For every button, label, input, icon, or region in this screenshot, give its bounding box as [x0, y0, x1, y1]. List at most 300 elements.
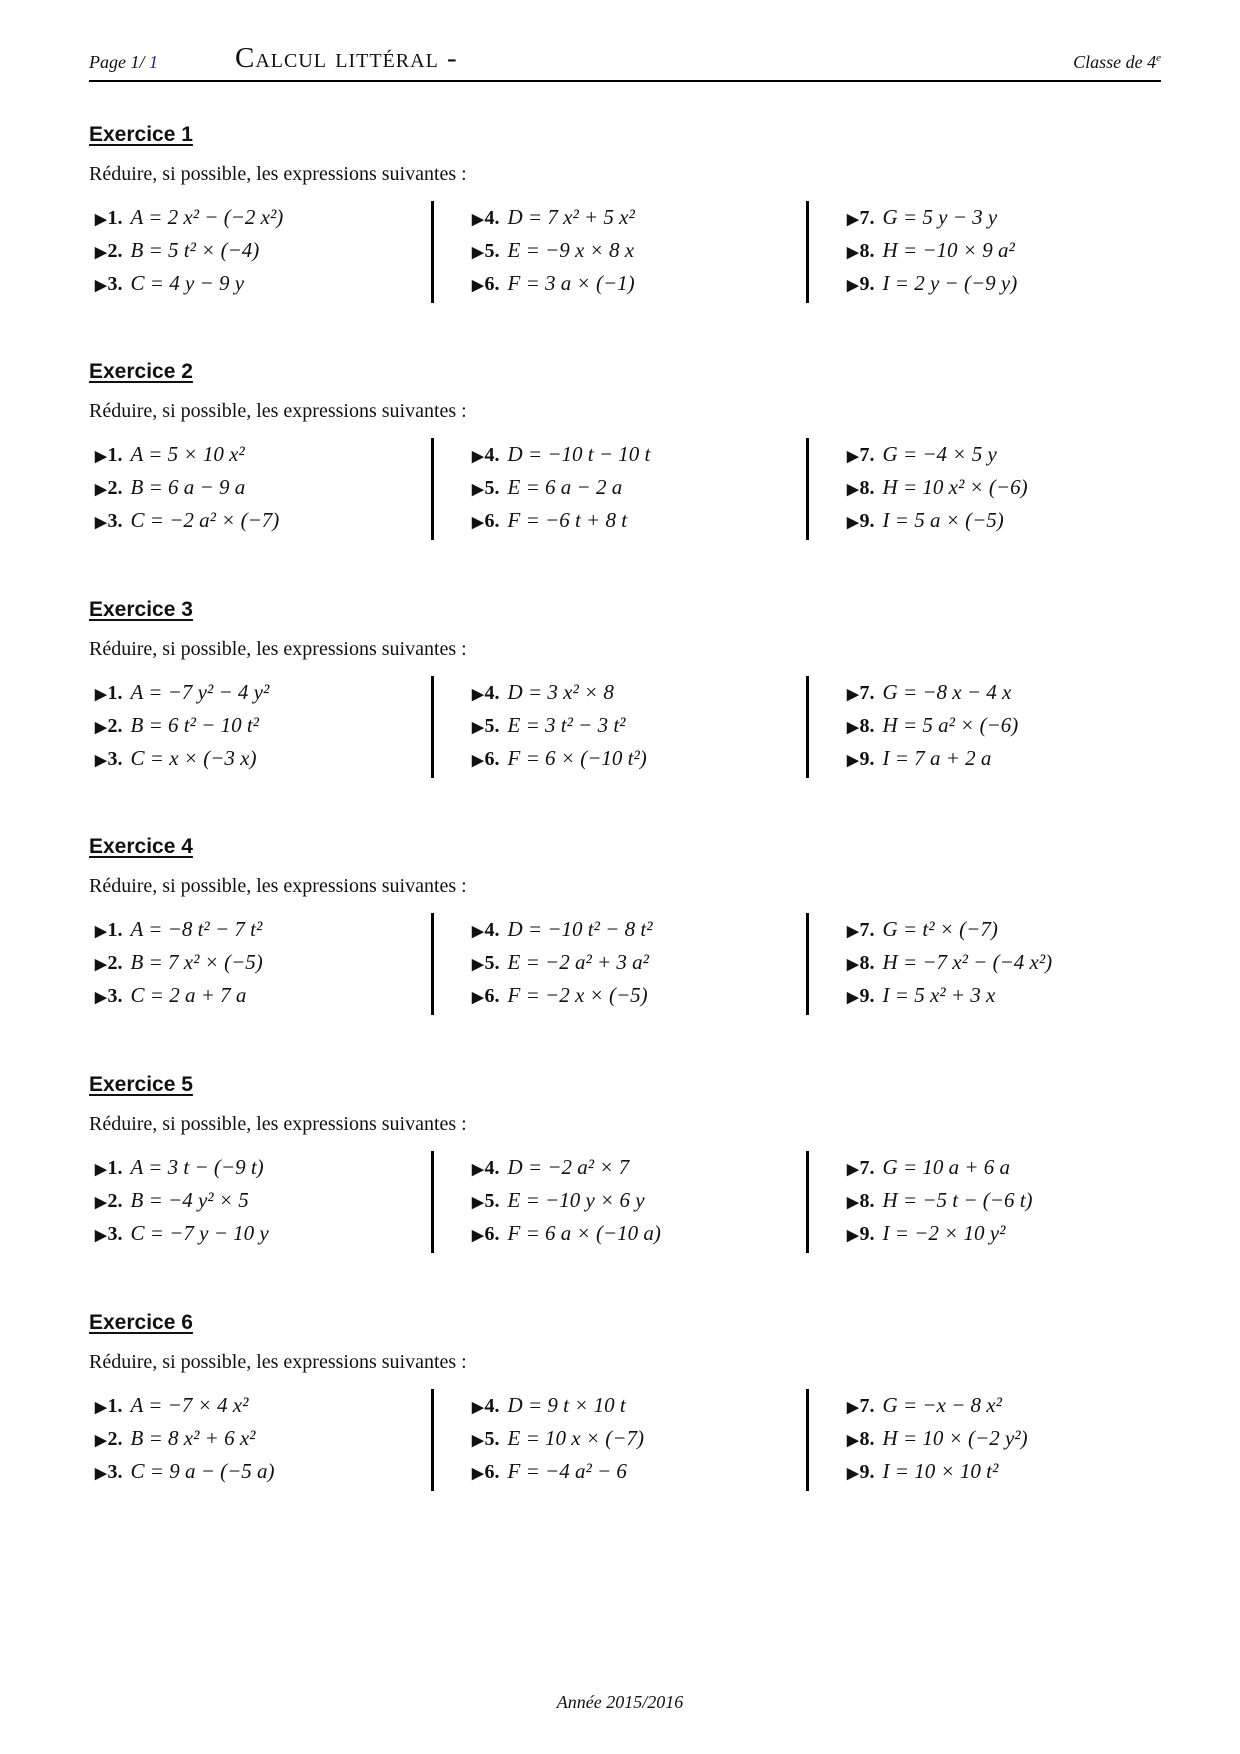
item-number: [95, 919, 123, 941]
math-expression: H = −5 t − (−6 t): [882, 1188, 1033, 1212]
item-index: 7.: [859, 207, 875, 229]
exercise-6: [89, 1311, 1161, 1531]
expression-item: [472, 201, 635, 234]
math-expression: F = −6 t + 8 t: [507, 508, 628, 532]
triangle-bullet-icon: ▶: [95, 278, 107, 294]
exercise-instruction: Réduire, si possible, les expressions suivantes :: [89, 400, 467, 422]
expression-item: [847, 1184, 1033, 1217]
item-index: 1.: [107, 444, 123, 466]
exercise-4: [89, 835, 1161, 1055]
math-expression: E = −9 x × 8 x: [507, 238, 635, 262]
item-index: 3.: [107, 748, 123, 770]
triangle-bullet-icon: ▶: [847, 482, 859, 498]
item-index: 3.: [107, 510, 123, 532]
exercise-title: Exercice 1: [89, 123, 193, 146]
item-number: [847, 952, 875, 974]
item-number: [472, 682, 500, 704]
triangle-bullet-icon: ▶: [95, 753, 107, 769]
triangle-bullet-icon: ▶: [472, 1162, 484, 1178]
item-number: [472, 240, 500, 262]
triangle-bullet-icon: ▶: [472, 1228, 484, 1244]
triangle-bullet-icon: ▶: [847, 449, 859, 465]
item-index: 2.: [107, 477, 123, 499]
item-number: [472, 919, 500, 941]
column-divider: [806, 438, 809, 540]
item-index: 1.: [107, 1157, 123, 1179]
expression-column: [847, 1151, 1033, 1253]
math-expression: D = −10 t² − 8 t²: [507, 917, 653, 941]
item-number: [847, 1223, 875, 1245]
item-index: 9.: [859, 748, 875, 770]
item-index: 4.: [484, 682, 500, 704]
item-index: 7.: [859, 919, 875, 941]
item-index: 2.: [107, 240, 123, 262]
math-expression: H = −10 × 9 a²: [882, 238, 1015, 262]
expression-item: [847, 676, 1018, 709]
expression-grid: [89, 1151, 1161, 1253]
expression-item: [95, 267, 283, 300]
math-expression: C = 4 y − 9 y: [130, 271, 245, 295]
math-expression: I = 5 a × (−5): [882, 508, 1004, 532]
item-number: [847, 510, 875, 532]
exercise-title: Exercice 4: [89, 835, 193, 858]
triangle-bullet-icon: ▶: [847, 687, 859, 703]
triangle-bullet-icon: ▶: [95, 720, 107, 736]
expression-column: [472, 913, 653, 1015]
math-expression: D = 9 t × 10 t: [507, 1393, 626, 1417]
item-number: [95, 1157, 123, 1179]
math-expression: G = 10 a + 6 a: [882, 1155, 1011, 1179]
item-index: 9.: [859, 985, 875, 1007]
triangle-bullet-icon: ▶: [847, 957, 859, 973]
expression-item: [472, 676, 647, 709]
column-divider: [431, 438, 434, 540]
triangle-bullet-icon: ▶: [95, 1162, 107, 1178]
expression-item: [95, 1455, 275, 1488]
expression-grid: [89, 913, 1161, 1015]
math-expression: G = 5 y − 3 y: [882, 205, 998, 229]
exercise-2: [89, 360, 1161, 580]
item-index: 5.: [484, 477, 500, 499]
expression-item: [472, 1422, 644, 1455]
math-expression: D = −10 t − 10 t: [507, 442, 651, 466]
triangle-bullet-icon: ▶: [472, 212, 484, 228]
item-number: [95, 682, 123, 704]
item-index: 3.: [107, 1461, 123, 1483]
triangle-bullet-icon: ▶: [95, 212, 107, 228]
math-expression: B = 6 t² − 10 t²: [130, 713, 259, 737]
triangle-bullet-icon: ▶: [847, 278, 859, 294]
item-number: [472, 1428, 500, 1450]
item-number: [472, 1395, 500, 1417]
triangle-bullet-icon: ▶: [847, 1228, 859, 1244]
item-number: [95, 510, 123, 532]
item-number: [95, 1428, 123, 1450]
triangle-bullet-icon: ▶: [472, 449, 484, 465]
item-index: 6.: [484, 748, 500, 770]
expression-item: [95, 1422, 275, 1455]
item-index: 5.: [484, 1190, 500, 1212]
triangle-bullet-icon: ▶: [847, 924, 859, 940]
expression-item: [95, 1389, 275, 1422]
expression-column: [847, 676, 1018, 778]
expression-column: [847, 1389, 1028, 1491]
expression-item: [95, 979, 263, 1012]
item-index: 1.: [107, 207, 123, 229]
math-expression: A = 3 t − (−9 t): [130, 1155, 264, 1179]
item-index: 1.: [107, 919, 123, 941]
item-number: [847, 240, 875, 262]
triangle-bullet-icon: ▶: [847, 245, 859, 261]
column-divider: [431, 1151, 434, 1253]
expression-column: [95, 676, 269, 778]
item-number: [847, 919, 875, 941]
item-index: 3.: [107, 985, 123, 1007]
item-number: [95, 273, 123, 295]
expression-column: [472, 676, 647, 778]
item-index: 4.: [484, 919, 500, 941]
expression-item: [847, 1389, 1028, 1422]
item-number: [847, 1395, 875, 1417]
triangle-bullet-icon: ▶: [472, 687, 484, 703]
math-expression: C = x × (−3 x): [130, 746, 257, 770]
exercise-title: Exercice 5: [89, 1073, 193, 1096]
column-divider: [431, 676, 434, 778]
item-number: [847, 1428, 875, 1450]
expression-item: [95, 709, 269, 742]
document-title: Calcul littéral -: [235, 42, 458, 74]
math-expression: B = 5 t² × (−4): [130, 238, 260, 262]
math-expression: I = 5 x² + 3 x: [882, 983, 996, 1007]
triangle-bullet-icon: ▶: [95, 1195, 107, 1211]
triangle-bullet-icon: ▶: [847, 720, 859, 736]
item-number: [95, 1395, 123, 1417]
item-index: 5.: [484, 952, 500, 974]
item-index: 5.: [484, 240, 500, 262]
item-index: 6.: [484, 510, 500, 532]
math-expression: B = 6 a − 9 a: [130, 475, 246, 499]
expression-item: [472, 438, 650, 471]
item-number: [847, 477, 875, 499]
expression-grid: [89, 676, 1161, 778]
item-number: [472, 1461, 500, 1483]
expression-item: [472, 709, 647, 742]
item-number: [95, 748, 123, 770]
math-expression: C = 2 a + 7 a: [130, 983, 247, 1007]
column-divider: [806, 1151, 809, 1253]
math-expression: D = 7 x² + 5 x²: [507, 205, 635, 229]
item-number: [95, 1190, 123, 1212]
expression-item: [95, 946, 263, 979]
item-number: [95, 1461, 123, 1483]
expression-item: [95, 1217, 269, 1250]
page-indicator: [89, 52, 158, 73]
item-index: 1.: [107, 1395, 123, 1417]
expression-item: [95, 913, 263, 946]
math-expression: F = −2 x × (−5): [507, 983, 648, 1007]
triangle-bullet-icon: ▶: [472, 1195, 484, 1211]
expression-item: [847, 267, 1017, 300]
math-expression: G = −x − 8 x²: [882, 1393, 1002, 1417]
expression-item: [95, 234, 283, 267]
math-expression: F = −4 a² − 6: [507, 1459, 627, 1483]
item-index: 8.: [859, 1190, 875, 1212]
expression-item: [847, 438, 1028, 471]
item-number: [847, 444, 875, 466]
expression-item: [472, 267, 635, 300]
column-divider: [806, 201, 809, 303]
math-expression: H = 10 x² × (−6): [882, 475, 1028, 499]
item-number: [847, 1157, 875, 1179]
item-index: 2.: [107, 952, 123, 974]
item-number: [472, 985, 500, 1007]
item-index: 2.: [107, 1190, 123, 1212]
item-index: 4.: [484, 1395, 500, 1417]
expression-item: [847, 1455, 1028, 1488]
item-number: [847, 1190, 875, 1212]
math-expression: C = 9 a − (−5 a): [130, 1459, 275, 1483]
expression-item: [847, 1151, 1033, 1184]
item-index: 9.: [859, 273, 875, 295]
triangle-bullet-icon: ▶: [95, 449, 107, 465]
math-expression: E = 6 a − 2 a: [507, 475, 623, 499]
triangle-bullet-icon: ▶: [472, 990, 484, 1006]
expression-column: [847, 913, 1052, 1015]
math-expression: A = 2 x² − (−2 x²): [130, 205, 284, 229]
expression-item: [847, 709, 1018, 742]
item-number: [847, 273, 875, 295]
expression-item: [847, 913, 1052, 946]
expression-item: [847, 742, 1018, 775]
expression-item: [847, 201, 1017, 234]
page-header: [89, 40, 1161, 82]
item-index: 7.: [859, 1395, 875, 1417]
expression-item: [472, 946, 653, 979]
math-expression: H = 5 a² × (−6): [882, 713, 1019, 737]
column-divider: [431, 913, 434, 1015]
item-number: [472, 1190, 500, 1212]
expression-column: [95, 438, 279, 540]
math-expression: F = 6 a × (−10 a): [507, 1221, 661, 1245]
triangle-bullet-icon: ▶: [847, 1400, 859, 1416]
item-number: [472, 444, 500, 466]
item-index: 4.: [484, 1157, 500, 1179]
column-divider: [431, 1389, 434, 1491]
exercise-instruction: Réduire, si possible, les expressions suivantes :: [89, 638, 467, 660]
class-label: [1073, 52, 1161, 73]
math-expression: A = 5 × 10 x²: [130, 442, 245, 466]
page-footer: Année 2015/2016: [556, 1692, 684, 1712]
triangle-bullet-icon: ▶: [472, 245, 484, 261]
expression-item: [847, 1217, 1033, 1250]
math-expression: D = 3 x² × 8: [507, 680, 614, 704]
triangle-bullet-icon: ▶: [847, 1162, 859, 1178]
item-index: 8.: [859, 1428, 875, 1450]
math-expression: H = 10 × (−2 y²): [882, 1426, 1028, 1450]
expression-item: [472, 234, 635, 267]
math-expression: I = 7 a + 2 a: [882, 746, 992, 770]
expression-grid: [89, 1389, 1161, 1491]
triangle-bullet-icon: ▶: [95, 245, 107, 261]
triangle-bullet-icon: ▶: [847, 1195, 859, 1211]
exercise-instruction: Réduire, si possible, les expressions suivantes :: [89, 875, 467, 897]
triangle-bullet-icon: ▶: [847, 212, 859, 228]
triangle-bullet-icon: ▶: [472, 278, 484, 294]
item-index: 2.: [107, 1428, 123, 1450]
expression-item: [847, 471, 1028, 504]
triangle-bullet-icon: ▶: [472, 1433, 484, 1449]
item-index: 6.: [484, 1461, 500, 1483]
expression-column: [95, 913, 263, 1015]
math-expression: G = t² × (−7): [882, 917, 998, 941]
column-divider: [806, 676, 809, 778]
exercise-instruction: Réduire, si possible, les expressions suivantes :: [89, 1113, 467, 1135]
exercise-3: [89, 598, 1161, 818]
triangle-bullet-icon: ▶: [847, 990, 859, 1006]
triangle-bullet-icon: ▶: [95, 1466, 107, 1482]
math-expression: A = −8 t² − 7 t²: [130, 917, 263, 941]
triangle-bullet-icon: ▶: [472, 753, 484, 769]
triangle-bullet-icon: ▶: [95, 482, 107, 498]
expression-item: [847, 1422, 1028, 1455]
item-number: [472, 1223, 500, 1245]
triangle-bullet-icon: ▶: [95, 924, 107, 940]
expression-item: [95, 676, 269, 709]
math-expression: B = 7 x² × (−5): [130, 950, 263, 974]
math-expression: F = 6 × (−10 t²): [507, 746, 647, 770]
item-number: [472, 748, 500, 770]
item-index: 9.: [859, 1461, 875, 1483]
item-index: 8.: [859, 240, 875, 262]
triangle-bullet-icon: ▶: [847, 753, 859, 769]
item-index: 4.: [484, 444, 500, 466]
expression-column: [95, 1151, 269, 1253]
item-index: 9.: [859, 1223, 875, 1245]
expression-item: [95, 471, 279, 504]
item-number: [95, 1223, 123, 1245]
item-index: 6.: [484, 1223, 500, 1245]
expression-item: [847, 234, 1017, 267]
math-expression: A = −7 y² − 4 y²: [130, 680, 270, 704]
expression-item: [847, 504, 1028, 537]
item-index: 7.: [859, 444, 875, 466]
triangle-bullet-icon: ▶: [472, 720, 484, 736]
expression-item: [847, 979, 1052, 1012]
exercise-5: [89, 1073, 1161, 1293]
item-number: [847, 682, 875, 704]
class-text: Classe de 4: [1073, 52, 1157, 72]
expression-item: [472, 1184, 661, 1217]
expression-item: [472, 979, 653, 1012]
expression-column: [95, 201, 283, 303]
expression-column: [472, 438, 650, 540]
expression-column: [472, 201, 635, 303]
triangle-bullet-icon: ▶: [95, 990, 107, 1006]
triangle-bullet-icon: ▶: [847, 515, 859, 531]
math-expression: E = 10 x × (−7): [507, 1426, 644, 1450]
expression-grid: [89, 438, 1161, 540]
triangle-bullet-icon: ▶: [472, 1466, 484, 1482]
math-expression: B = −4 y² × 5: [130, 1188, 249, 1212]
exercise-title: Exercice 2: [89, 360, 193, 383]
item-number: [472, 477, 500, 499]
math-expression: E = 3 t² − 3 t²: [507, 713, 626, 737]
exercise-instruction: Réduire, si possible, les expressions suivantes :: [89, 1351, 467, 1373]
class-sup: e: [1156, 52, 1161, 64]
triangle-bullet-icon: ▶: [95, 687, 107, 703]
triangle-bullet-icon: ▶: [95, 515, 107, 531]
expression-column: [472, 1151, 661, 1253]
item-index: 9.: [859, 510, 875, 532]
item-number: [472, 207, 500, 229]
expression-item: [95, 504, 279, 537]
triangle-bullet-icon: ▶: [847, 1466, 859, 1482]
item-number: [472, 952, 500, 974]
item-number: [847, 715, 875, 737]
item-index: 3.: [107, 1223, 123, 1245]
triangle-bullet-icon: ▶: [95, 1400, 107, 1416]
item-index: 8.: [859, 952, 875, 974]
triangle-bullet-icon: ▶: [472, 924, 484, 940]
item-index: 6.: [484, 985, 500, 1007]
item-index: 6.: [484, 273, 500, 295]
math-expression: B = 8 x² + 6 x²: [130, 1426, 256, 1450]
exercise-1: [89, 123, 1161, 343]
triangle-bullet-icon: ▶: [472, 1400, 484, 1416]
math-expression: C = −2 a² × (−7): [130, 508, 280, 532]
math-expression: F = 3 a × (−1): [507, 271, 635, 295]
expression-item: [847, 946, 1052, 979]
expression-item: [472, 1151, 661, 1184]
item-number: [95, 207, 123, 229]
expression-item: [95, 438, 279, 471]
item-index: 8.: [859, 477, 875, 499]
triangle-bullet-icon: ▶: [95, 957, 107, 973]
item-number: [95, 715, 123, 737]
item-number: [95, 985, 123, 1007]
triangle-bullet-icon: ▶: [472, 482, 484, 498]
page-prefix: Page 1/: [89, 52, 149, 72]
triangle-bullet-icon: ▶: [847, 1433, 859, 1449]
math-expression: G = −8 x − 4 x: [882, 680, 1012, 704]
page-total-link[interactable]: 1: [149, 52, 158, 72]
math-expression: E = −2 a² + 3 a²: [507, 950, 649, 974]
triangle-bullet-icon: ▶: [95, 1433, 107, 1449]
math-expression: E = −10 y × 6 y: [507, 1188, 645, 1212]
item-number: [95, 240, 123, 262]
math-expression: I = −2 × 10 y²: [882, 1221, 1006, 1245]
expression-item: [95, 742, 269, 775]
item-number: [95, 444, 123, 466]
expression-column: [472, 1389, 644, 1491]
math-expression: A = −7 × 4 x²: [130, 1393, 249, 1417]
item-number: [847, 985, 875, 1007]
exercise-instruction: Réduire, si possible, les expressions suivantes :: [89, 163, 467, 185]
item-number: [95, 952, 123, 974]
expression-item: [472, 1389, 644, 1422]
expression-item: [95, 1184, 269, 1217]
expression-item: [472, 1455, 644, 1488]
exercise-title: Exercice 6: [89, 1311, 193, 1334]
item-index: 5.: [484, 1428, 500, 1450]
item-number: [847, 1461, 875, 1483]
item-number: [847, 207, 875, 229]
expression-column: [847, 438, 1028, 540]
item-number: [95, 477, 123, 499]
expression-grid: [89, 201, 1161, 303]
item-index: 3.: [107, 273, 123, 295]
expression-item: [472, 742, 647, 775]
